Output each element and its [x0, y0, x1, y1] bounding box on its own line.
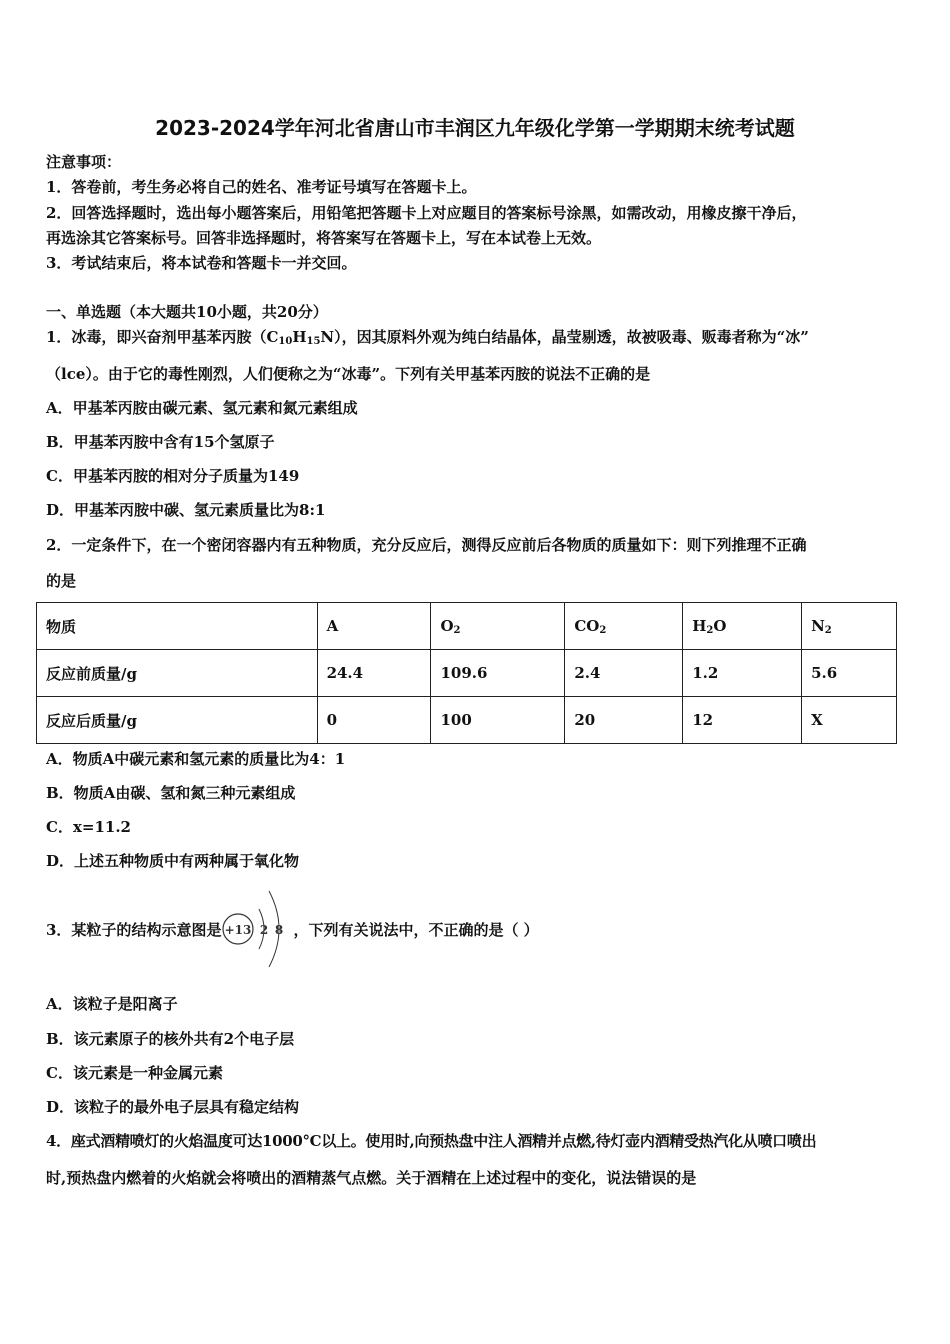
q3-option-b: B．该元素原子的核外共有2个电子层	[46, 1030, 295, 1048]
table-cell: 反应前质量/g	[37, 650, 318, 697]
table-header-row	[37, 603, 897, 650]
table-cell: 反应后质量/g	[37, 697, 318, 744]
table-cell: 0	[317, 697, 431, 744]
notice-heading: 注意事项：	[46, 153, 122, 171]
question-1-stem-2: （lce）。由于它的毒性刚烈，人们便称之为“冰毒”。下列有关甲基苯丙胺的说法不正确的是	[46, 365, 651, 383]
q3-option-c: C．该元素是一种金属元素	[46, 1064, 223, 1082]
question-2-stem: 2．一定条件下，在一个密闭容器内有五种物质，充分反应后，测得反应前后各物质的质量如下：则下列推理不正确	[46, 536, 807, 554]
table-cell: 1.2	[683, 650, 802, 697]
question-4-stem: 4．座式酒精喷灯的火焰温度可达1000°C以上。使用时,向预热盘中注人酒精并点燃,待灯壶内酒精受热汽化从喷口喷出	[46, 1132, 817, 1150]
table-cell: 109.6	[431, 650, 565, 697]
mass-table	[36, 602, 897, 744]
q1-option-c: C．甲基苯丙胺的相对分子质量为149	[46, 467, 300, 485]
q1-option-d: D．甲基苯丙胺中碳、氢元素质量比为8:1	[46, 501, 326, 519]
q2-option-d: D．上述五种物质中有两种属于氧化物	[46, 852, 300, 870]
q1-text-post: N），因其原料外观为纯白结晶体，晶莹剔透，故被吸毒、贩毒者称为“冰”	[320, 328, 809, 346]
section-heading: 一、单选题（本大题共10小题，共20分）	[46, 303, 328, 321]
q3-option-d: D．该粒子的最外电子层具有稳定结构	[46, 1098, 300, 1116]
table-row	[37, 650, 897, 697]
table-header-cell: 物质	[37, 603, 318, 650]
notice-item: 2．回答选择题时，选出每小题答案后，用铅笔把答题卡上对应题目的答案标号涂黑，如需改动，用橡皮擦干净后，	[46, 204, 807, 222]
table-cell: 5.6	[802, 650, 897, 697]
q1-sub-carbon: 10	[278, 336, 293, 347]
q1-option-b: B．甲基苯丙胺中含有15个氢原子	[46, 433, 275, 451]
q3-text-pre: 3．某粒子的结构示意图是	[46, 920, 222, 939]
nucleus-charge: +13	[225, 923, 252, 937]
question-3-stem	[46, 887, 539, 971]
page-title: 2023-2024学年河北省唐山市丰润区九年级化学第一学期期末统考试题	[155, 116, 795, 140]
q3-text-post: ，下列有关说法中，不正确的是（ ）	[293, 920, 539, 939]
table-header-cell: A	[317, 603, 431, 650]
shell-1-electrons: 2	[260, 923, 269, 937]
question-1-stem	[46, 327, 809, 352]
table-header-cell: $CO_2$	[565, 603, 683, 650]
table-cell: X	[802, 697, 897, 744]
notice-item: 1．答卷前，考生务必将自己的姓名、准考证号填写在答题卡上。	[46, 178, 477, 196]
table-header-cell: $O_2$	[431, 603, 565, 650]
q1-text-h: H	[292, 328, 307, 346]
atom-structure-diagram	[221, 887, 293, 971]
table-cell: 20	[565, 697, 683, 744]
q2-option-a: A．物质A中碳元素和氢元素的质量比为4：1	[46, 750, 346, 768]
q1-text-pre: 1．冰毒，即兴奋剂甲基苯丙胺（C	[46, 328, 279, 346]
table-row	[37, 697, 897, 744]
q1-sub-hydrogen: 15	[306, 336, 321, 347]
q1-option-a: A．甲基苯丙胺由碳元素、氢元素和氮元素组成	[46, 399, 358, 417]
q2-option-c: C．x=11.2	[46, 818, 131, 836]
table-cell: 12	[683, 697, 802, 744]
q2-option-b: B．物质A由碳、氢和氮三种元素组成	[46, 784, 296, 802]
q3-option-a: A．该粒子是阳离子	[46, 995, 178, 1013]
table-cell: 24.4	[317, 650, 431, 697]
shell-2-electrons: 8	[275, 923, 284, 937]
table-cell: 2.4	[565, 650, 683, 697]
table-cell: 100	[431, 697, 565, 744]
table-header-cell: $N_2$	[802, 603, 897, 650]
question-2-stem-2: 的是	[46, 572, 77, 590]
notice-item: 3．考试结束后，将本试卷和答题卡一并交回。	[46, 254, 357, 272]
notice-item: 再选涂其它答案标号。回答非选择题时，将答案写在答题卡上，写在本试卷上无效。	[46, 229, 602, 247]
question-4-stem-2: 时,预热盘内燃着的火焰就会将喷出的酒精蒸气点燃。关于酒精在上述过程中的变化，说法错误的是	[46, 1169, 697, 1187]
table-header-cell: $H_2O$	[683, 603, 802, 650]
